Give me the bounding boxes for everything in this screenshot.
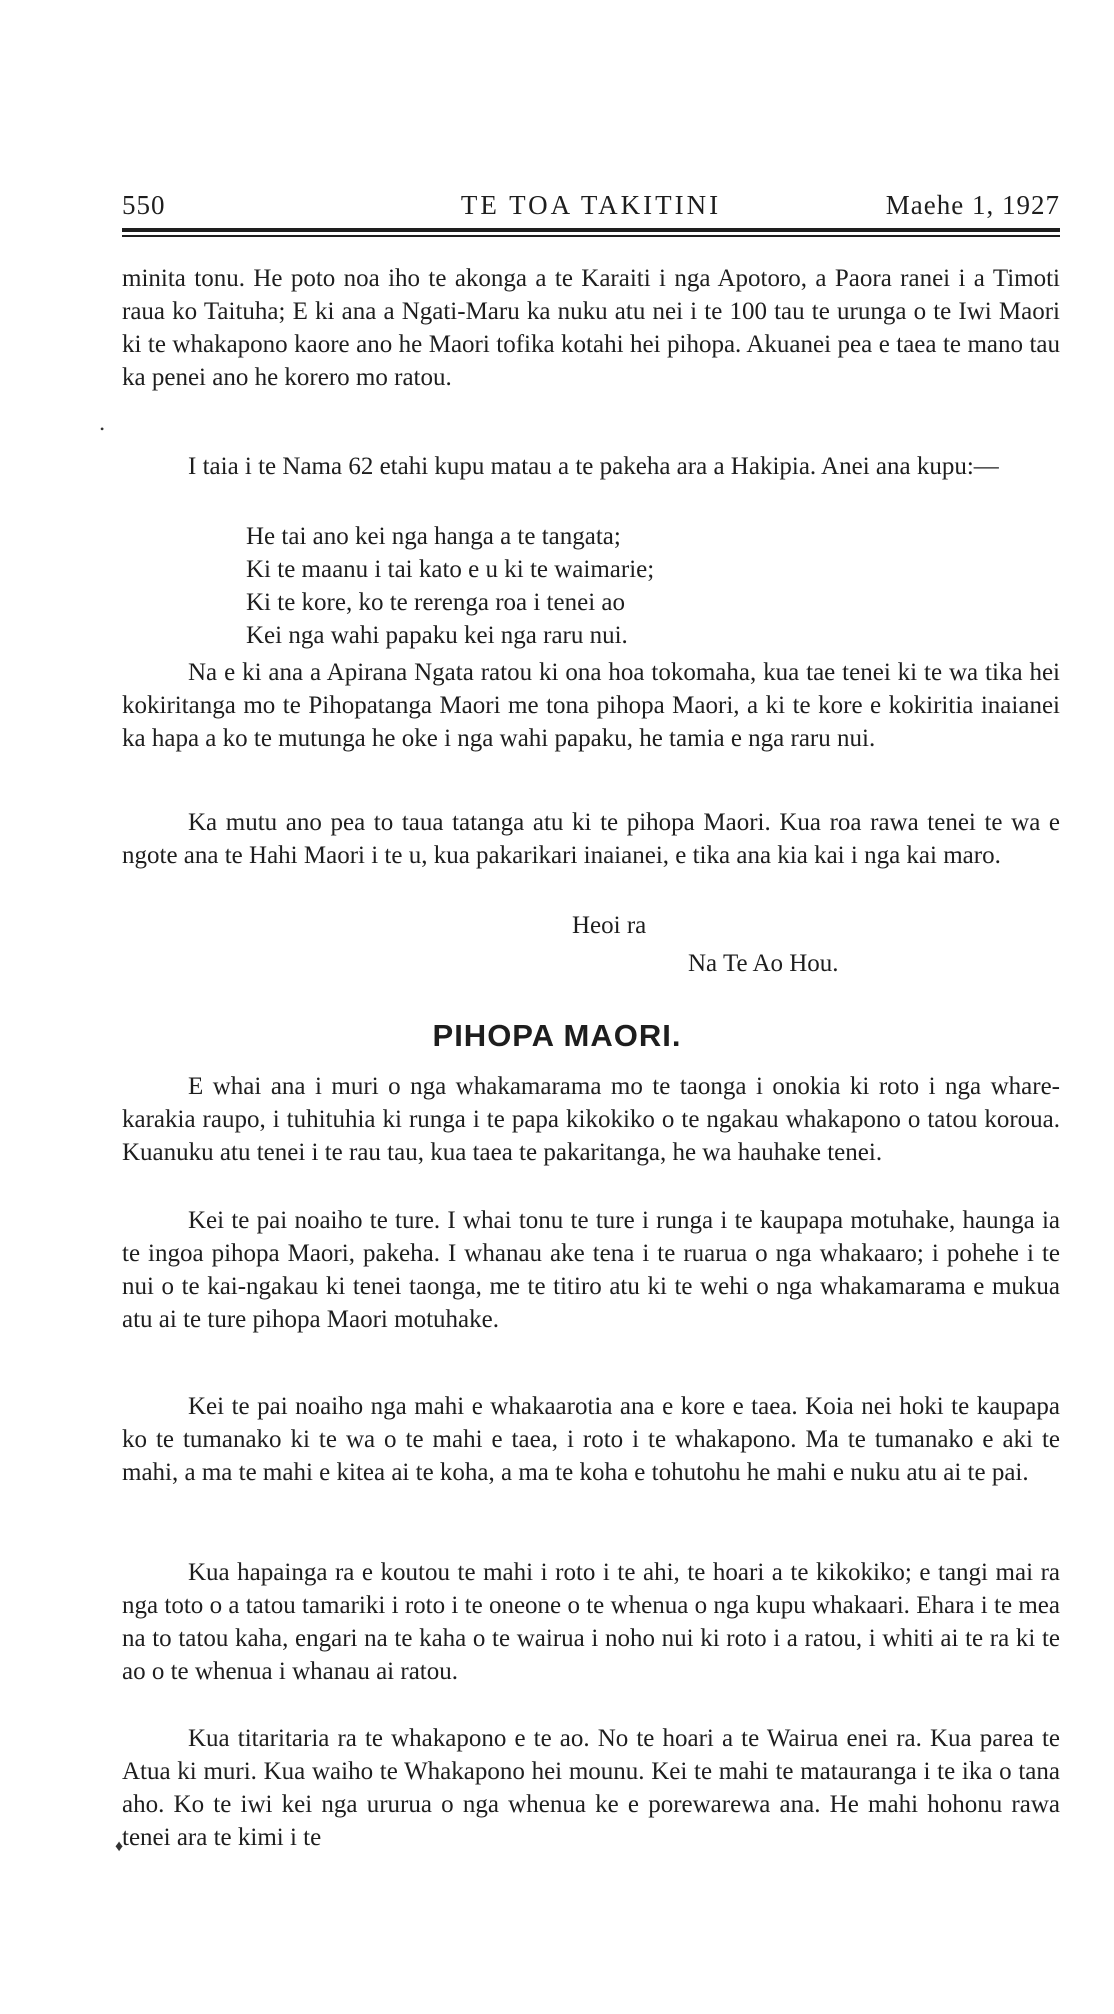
issue-date: Maehe 1, 1927	[885, 190, 1060, 220]
letter-paragraph-2: I taia i te Nama 62 etahi kupu matau a te pakeha ara a Hakipia. Anei ana kupu:—	[188, 453, 999, 480]
article-paragraph-2: Kei te pai noaiho te ture. I whai tonu te ture i runga i te kaupapa motuhake, haunga ia te ingoa pihopa Maori, pakeha. I whanau ake tena i te ruarua o nga whakaaro; i pohehe i te nui o te kai-ngakau ki tenei taonga, me te titiro atu ki te wehi o nga whakamarama e mukua atu ai te ture pihopa Maori motuhake.	[122, 1207, 1060, 1333]
article-paragraph-1: E whai ana i muri o nga whakamarama mo te taonga i onokia ki roto i nga whare-karakia raupo, i tuhituhia ki runga i te papa kikokiko o te ngakau whakapono o tatou koroua. Kuanuku atu tenei i te rau tau, kua taea te pakaritanga, he wa hauhake tenei.	[122, 1073, 1060, 1166]
publication-title: TE TOA TAKITINI	[460, 190, 722, 220]
article-paragraph-4: Kua hapainga ra e koutou te mahi i roto i te ahi, te hoari a te kikokiko; e tangi mai ra nga toto o a tatou tamariki i roto i te oneone o te whenua o nga kupu whakaari. Ehara i te mea na to tatou kaha, engari na te kaha o te wairua i noho nui ki roto i a ratou, i whiti ai te ra ki te ao o te whenua i whanau ai ratou.	[122, 1559, 1060, 1685]
letter-paragraph-3: Na e ki ana a Apirana Ngata ratou ki ona hoa tokomaha, kua tae tenei ki te wa tika hei kokiritanga mo te Pihopatanga Maori me tona pihopa Maori, a ki te kore e kokiritia inaianei ka hapa a ko te mutunga he oke i nga wahi papaku, he tamia e nga raru nui.	[122, 659, 1060, 752]
page-number: 550	[122, 190, 166, 220]
verse-line: Ki te maanu i tai kato e u ki te waimarie;	[246, 556, 655, 583]
letter-signature: Na Te Ao Hou.	[688, 950, 839, 977]
article-paragraph-3: Kei te pai noaiho nga mahi e whakaarotia ana e kore e taea. Koia nei hoki te kaupapa ko te tumanako ki te wa o te mahi e taea, i roto i te whakapono. Ma te tumanako e aki te mahi, a ma te mahi e kitea ai te koha, a ma te koha e tohutohu he mahi e nuku atu ai te pai.	[122, 1393, 1060, 1486]
article-title: PIHOPA MAORI.	[432, 1018, 682, 1053]
letter-paragraph-4: Ka mutu ano pea to taua tatanga atu ki te pihopa Maori. Kua roa rawa tenei te wa e ngote ana te Hahi Maori i te u, kua pakarikari inaianei, e tika ana kia kai i nga kai maro.	[122, 809, 1060, 869]
letter-closing: Heoi ra	[572, 912, 647, 939]
running-header	[122, 190, 1060, 224]
verse-line: He tai ano kei nga hanga a te tangata;	[246, 523, 621, 550]
header-rule-thin	[122, 235, 1060, 237]
margin-dot: •	[100, 422, 105, 436]
poem-verse	[246, 520, 946, 652]
header-rule-thick	[122, 228, 1060, 232]
verse-line: Kei nga wahi papaku kei nga raru nui.	[246, 622, 628, 649]
margin-mark: ♦	[115, 1838, 124, 1855]
letter-paragraph-1: minita tonu. He poto noa iho te akonga a te Karaiti i nga Apotoro, a Paora ranei i a Timoti raua ko Taituha; E ki ana a Ngati-Maru ka nuku atu nei i te 100 tau te urunga o te Iwi Maori ki te whakapono kaore ano he Maori tofika kotahi hei pihopa. Akuanei pea e taea te mano tau ka penei ano he korero mo ratou.	[122, 265, 1060, 391]
verse-line: Ki te kore, ko te rerenga roa i tenei ao	[246, 589, 625, 616]
article-paragraph-5: Kua titaritaria ra te whakapono e te ao. No te hoari a te Wairua enei ra. Kua parea te Atua ki muri. Kua waiho te Whakapono hei mounu. Kei te mahi te matauranga i te ika o tana aho. Ko te iwi kei nga ururua o nga whenua ke e porewarewa ana. He mahi hohonu rawa tenei ara te kimi i te	[122, 1725, 1060, 1851]
